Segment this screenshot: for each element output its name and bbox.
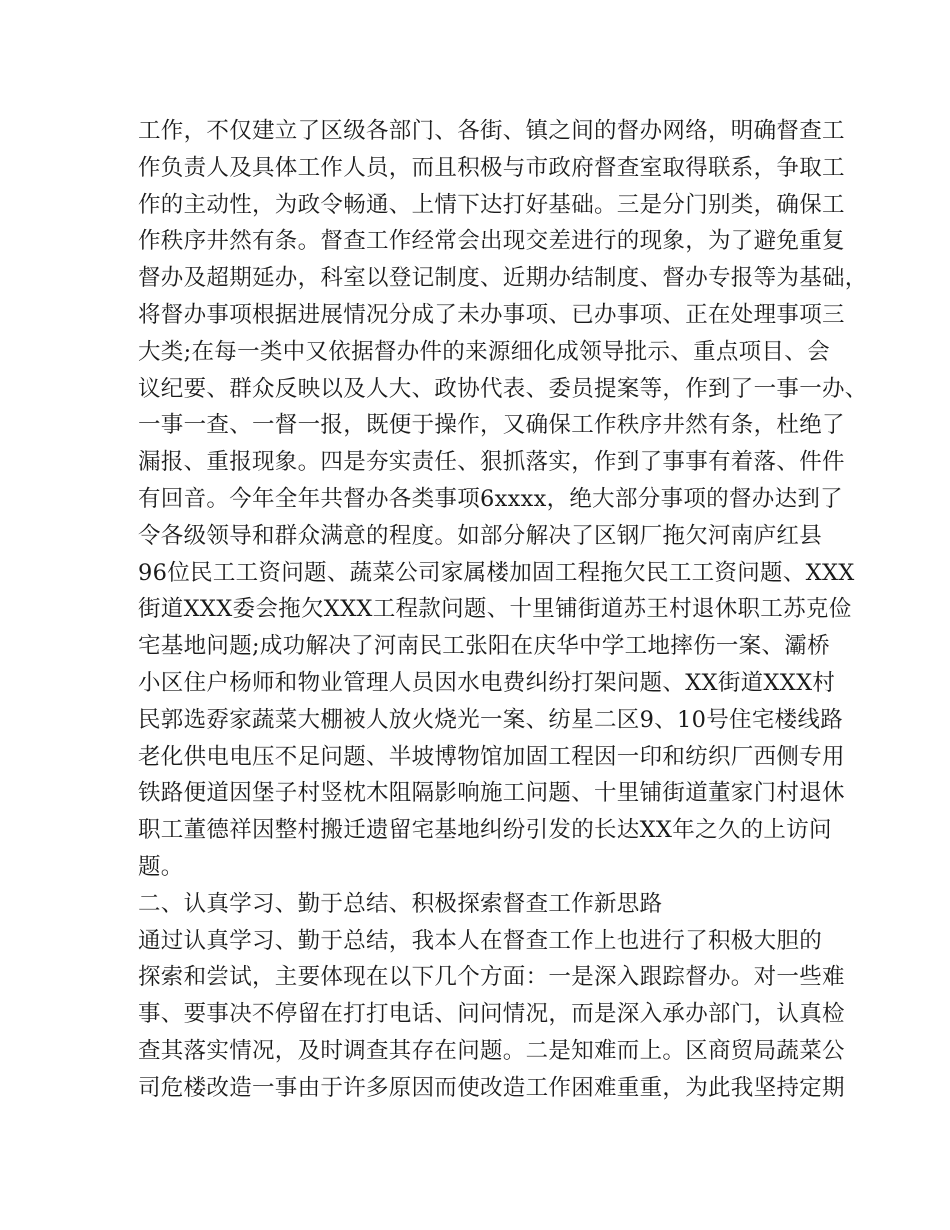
text-line: 事、要事决不停留在打打电话、问问情况，而是深入承办部门，认真检 xyxy=(138,1001,845,1028)
text-line: 大类;在每一类中又依据督办件的来源细化成领导批示、重点项目、会 xyxy=(138,338,830,365)
text-line: 职工董德祥因整村搬迁遗留宅基地纠纷引发的长达XX年之久的上访问 xyxy=(138,817,832,844)
text-line: 街道XXX委会拖欠XXX工程款问题、十里铺街道苏王村退休职工苏克俭 xyxy=(138,596,852,623)
text-line: 宅基地问题;成功解决了河南民工张阳在庆华中学工地摔伤一案、灞桥 xyxy=(138,633,830,660)
text-line: 漏报、重报现象。四是夯实责任、狠抓落实，作到了事事有着落、件件 xyxy=(138,449,845,476)
text-line: 题。 xyxy=(138,853,184,880)
text-line: 督办及超期延办，科室以登记制度、近期办结制度、督办专报等为基础， xyxy=(138,265,868,292)
text-line: 司危楼改造一事由于许多原因而使改造工作困难重重，为此我坚持定期 xyxy=(138,1074,845,1101)
text-line: 将督办事项根据进展情况分成了未办事项、已办事项、正在处理事项三 xyxy=(138,301,845,328)
text-line: 通过认真学习、勤于总结，我本人在督查工作上也进行了积极大胆的 xyxy=(138,927,823,954)
body-text xyxy=(138,113,868,1107)
text-line: 96位民工工资问题、蔬菜公司家属楼加固工程拖欠民工工资问题、XXX xyxy=(138,559,855,586)
section-heading: 二、认真学习、勤于总结、积极探索督查工作新思路 xyxy=(138,890,663,917)
text-line: 铁路便道因堡子村竖枕木阻隔影响施工问题、十里铺街道董家门村退休 xyxy=(138,780,845,807)
text-line: 查其落实情况，及时调查其存在问题。二是知难而上。区商贸局蔬菜公 xyxy=(138,1037,845,1064)
text-line: 民郭选孬家蔬菜大棚被人放火烧光一案、纺星二区9、10号住宅楼线路 xyxy=(138,706,844,733)
text-line: 作的主动性，为政令畅通、上情下达打好基础。三是分门别类，确保工 xyxy=(138,191,845,218)
text-line: 探索和尝试，主要体现在以下几个方面：一是深入跟踪督办。对一些难 xyxy=(138,964,845,991)
text-line: 议纪要、群众反映以及人大、政协代表、委员提案等，作到了一事一办、 xyxy=(138,375,868,402)
text-line: 作秩序井然有条。督查工作经常会出现交差进行的现象，为了避免重复 xyxy=(138,228,845,255)
text-line: 作负责人及具体工作人员，而且积极与市政府督查室取得联系，争取工 xyxy=(138,154,845,181)
text-line: 令各级领导和群众满意的程度。如部分解决了区钢厂拖欠河南庐红县 xyxy=(138,522,823,549)
text-line: 小区住户杨师和物业管理人员因水电费纠纷打架问题、XX街道XXX村 xyxy=(138,669,836,696)
text-line: 一事一查、一督一报，既便于操作，又确保工作秩序井然有条，杜绝了 xyxy=(138,412,845,439)
text-line: 工作，不仅建立了区级各部门、各街、镇之间的督办网络，明确督查工 xyxy=(138,118,845,144)
text-line: 老化供电电压不足问题、半坡博物馆加固工程因一印和纺织厂西侧专用 xyxy=(138,743,845,770)
text-line: 有回音。今年全年共督办各类事项6xxxx，绝大部分事项的督办达到了 xyxy=(138,485,843,512)
